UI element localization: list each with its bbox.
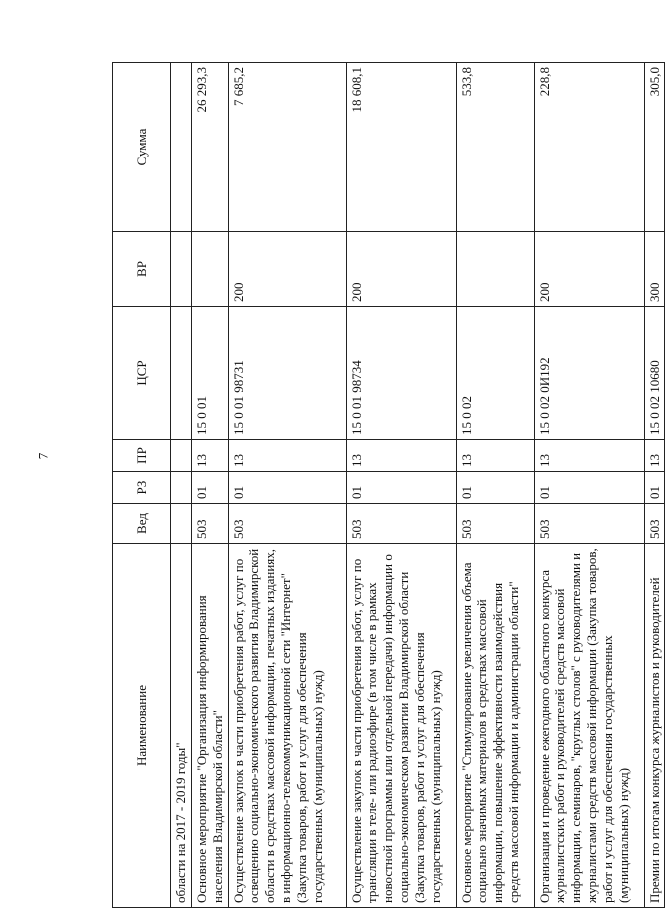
budget-table	[112, 62, 665, 908]
row-name: области на 2017 - 2019 годы"	[171, 544, 192, 908]
row-pr: 13	[644, 440, 665, 472]
row-name: Основное мероприятие "Стимулирование увеличения объема социально значимых материалов в средствах массовой информации, повышение эффективности взаимодействия средств массовой информации и администрации области"	[456, 544, 534, 908]
row-vr: 200	[228, 232, 346, 307]
row-csr: 15 0 02 0И192	[534, 307, 644, 440]
header-pr: ПР	[113, 440, 171, 472]
row-name: Организация и проведение ежегодного областного конкурса журналистских работ и руководителей средств массовой информации, семинаров, "круглых столов" с руководителями и журналистами средств массовой информации (Закупка товаров, работ и услуг для обеспечения государственных (муниципальных) нужд)	[534, 544, 644, 908]
header-csr: ЦСР	[113, 307, 171, 440]
row-rz: 01	[228, 472, 346, 504]
row-ved: 503	[534, 504, 644, 544]
row-sum: 26 293,3	[191, 63, 228, 232]
row-sum: 533,8	[456, 63, 534, 232]
row-vr	[171, 232, 192, 307]
header-rz: РЗ	[113, 472, 171, 504]
row-pr: 13	[456, 440, 534, 472]
row-name: Осуществление закупок в части приобретения работ, услуг по освещению социально-экономического развития Владимирской области в средствах массовой информации, печатных изданиях, в информационно-телекоммуникационной сети "Интернет" (Закупка товаров, работ и услуг для обеспечения государственных (муниципальных) нужд)	[228, 544, 346, 908]
row-vr: 300	[644, 232, 665, 307]
row-ved: 503	[456, 504, 534, 544]
row-name: Осуществление закупок в части приобретения работ, услуг по трансляции в теле- или радиоэфире (в том числе в рамках новостной программы или отдельной передачи) информации о социально-экономическом развитии Владимирской области (Закупка товаров, работ и услуг для обеспечения государственных (муниципальных) нужд)	[346, 544, 456, 908]
table-row	[171, 63, 192, 908]
row-rz: 01	[456, 472, 534, 504]
row-vr	[456, 232, 534, 307]
row-pr: 13	[228, 440, 346, 472]
row-sum: 7 685,2	[228, 63, 346, 232]
row-ved: 503	[346, 504, 456, 544]
row-ved: 503	[644, 504, 665, 544]
page-number: 7	[35, 452, 51, 460]
row-pr: 13	[191, 440, 228, 472]
row-sum: 305,0	[644, 63, 665, 232]
header-ved: Вед	[113, 504, 171, 544]
row-csr: 15 0 02	[456, 307, 534, 440]
row-sum: 228,8	[534, 63, 644, 232]
row-name: Основное мероприятие "Организация информирования населения Владимирской области"	[191, 544, 228, 908]
row-rz: 01	[346, 472, 456, 504]
row-vr	[191, 232, 228, 307]
row-ved: 503	[191, 504, 228, 544]
table-row	[534, 63, 644, 908]
row-pr	[171, 440, 192, 472]
row-pr: 13	[346, 440, 456, 472]
row-sum	[171, 63, 192, 232]
header-name: Наименование	[113, 544, 171, 908]
row-name: Премии по итогам конкурса журналистов и руководителей	[644, 544, 665, 908]
row-sum: 18 608,1	[346, 63, 456, 232]
row-csr: 15 0 01 98731	[228, 307, 346, 440]
row-ved	[171, 504, 192, 544]
row-ved: 503	[228, 504, 346, 544]
row-rz	[171, 472, 192, 504]
row-csr: 15 0 02 10680	[644, 307, 665, 440]
header-sum: Сумма	[113, 63, 171, 232]
table-row	[644, 63, 665, 908]
header-vr: ВР	[113, 232, 171, 307]
row-csr: 15 0 01 98734	[346, 307, 456, 440]
table-row	[191, 63, 228, 908]
table-row	[228, 63, 346, 908]
table-row	[456, 63, 534, 908]
table-rotator	[112, 63, 662, 908]
row-vr: 200	[346, 232, 456, 307]
table-row	[346, 63, 456, 908]
row-csr: 15 0 01	[191, 307, 228, 440]
row-rz: 01	[644, 472, 665, 504]
row-rz: 01	[191, 472, 228, 504]
row-vr: 200	[534, 232, 644, 307]
row-rz: 01	[534, 472, 644, 504]
row-pr: 13	[534, 440, 644, 472]
header-row	[113, 63, 171, 908]
row-csr	[171, 307, 192, 440]
